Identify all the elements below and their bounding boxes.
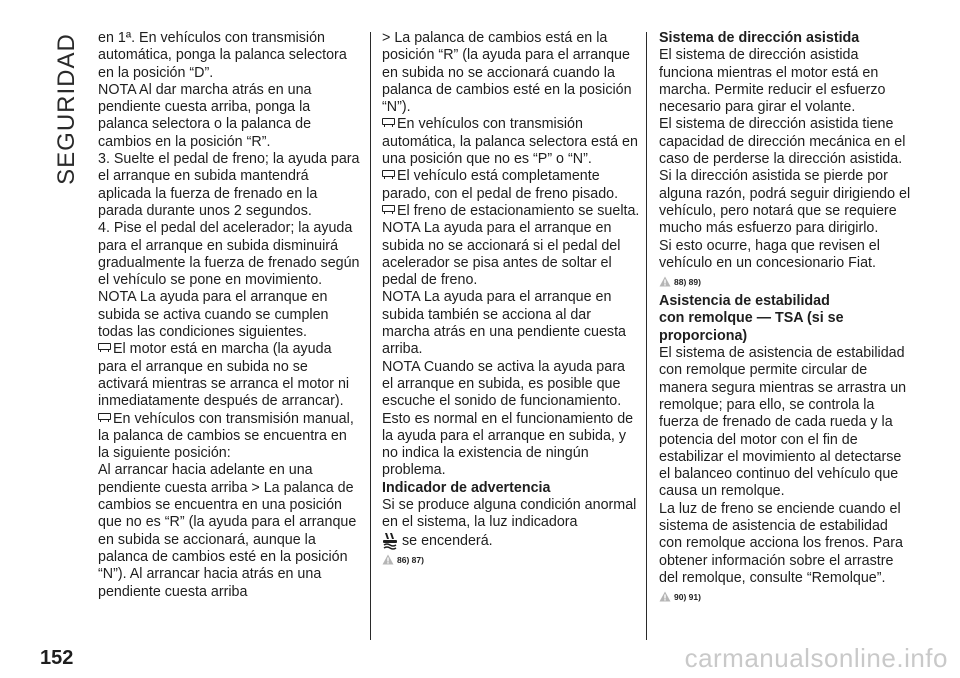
paragraph: La luz de freno se enciende cuando el sistema de asistencia de estabilidad con remolque acciona los frenos. Para obtener información sobre el arrastre del remolque, consulte “Remolque”. [659,500,903,586]
section-heading: Indicador de advertencia [382,479,551,496]
bullet-item: En vehículos con transmisión automática, la palanca selectora está en una posición que no es “P” o “N”. [382,116,638,168]
note-paragraph: NOTA La ayuda para el arranque en subida también se acciona al dar marcha atrás en una pendiente cuesta arriba. [382,289,627,358]
column-divider [370,32,371,640]
bullet-item: En vehículos con transmisión manual, la palanca de cambios se encuentra en la siguiente posición: [98,410,354,462]
bullet-icon [382,205,394,214]
warning-triangle-icon [659,591,671,602]
note-paragraph: NOTA La ayuda para el arranque en subida se activa cuando se cumplen todas las condiciones siguientes. [98,289,329,341]
warning-reference: 90) 91) [659,591,914,602]
note-paragraph: NOTA Cuando se activa la ayuda para el arranque en subida, es posible que escuche el sonido de funcionamiento. Esto es normal en el funcionamiento de la ayuda para el arranque en subida, y no indica la existencia de ningún problema. [382,358,634,479]
bullet-item: El vehículo está completamente parado, con el pedal de freno pisado. [382,168,619,202]
paragraph: Al arrancar hacia adelante en una pendiente cuesta arriba > La palanca de cambios se encuentra en una posición que no es “R” (la ayuda para el arranque en subida se accionará, aunque la palanca de cambios esté en la posición “N”). Al arrancar hacia atrás en una pendiente cuesta arriba [98,462,357,600]
warning-triangle-icon [382,554,394,565]
section-heading: Asistencia de estabilidad con remolque — TSA (si se proporciona) [659,293,844,344]
paragraph: El sistema de dirección asistida tiene capacidad de dirección mecánica en el caso de perderse la dirección asistida. Si la dirección asistida se pierde por alguna razón, podrá seguir dirigiendo el vehículo, pero notará que se requiere mucho más esfuerzo para dirigirlo. [659,116,911,237]
bullet-item: El motor está en marcha (la ayuda para el arranque en subida no se activará mientras se arranca el motor ni inmediatamente después de arrancar). [98,341,350,410]
section-heading: Sistema de dirección asistida [659,30,860,46]
watermark: carmanualsonline.info [684,643,948,673]
bullet-icon [382,118,394,127]
warning-reference: 88) 89) [659,276,914,287]
tsa-warning-lamp-icon [382,532,398,550]
paragraph: El sistema de dirección asistida funciona mientras el motor está en marcha. Permite reducir el esfuerzo necesario para girar el volante. [659,47,886,116]
note-paragraph: NOTA Al dar marcha atrás en una pendiente cuesta arriba, ponga la palanca selectora o la palanca de cambios en la posición “R”. [98,81,312,150]
step-paragraph: 3. Suelte el pedal de freno; la ayuda para el arranque en subida mantendrá aplicada la fuerza de frenado en la parada durante unos 2 segundos. [98,151,360,219]
column-divider [646,32,647,640]
paragraph: > La palanca de cambios está en la posición “R” (la ayuda para el arranque en subida no se accionará cuando la palanca de cambios esté en la posición “N”). [382,30,632,116]
paragraph: Si se produce alguna condición anormal en el sistema, la luz indicadora [382,497,637,531]
section-label: SEGURIDAD [53,33,80,185]
paragraph: El sistema de asistencia de estabilidad con remolque permite circular de manera segura mientras se arrastra un remolque; para ello, se controla la fuerza de frenado de cada rueda y la potencia del motor con el fin de estabilizar el movimiento al detectarse el balanceo continuo del vehículo que causa un remolque. [659,345,907,500]
bullet-icon [98,343,110,352]
note-paragraph: NOTA La ayuda para el arranque en subida no se accionará si el pedal del acelerador se pisa antes de soltar el pedal de freno. [382,220,621,289]
bullet-icon [382,170,394,179]
step-paragraph: 4. Pise el pedal del acelerador; la ayuda para el arranque en subida disminuirá gradualmente la fuerza de frenado según el vehículo se pone en movimiento. [98,220,360,289]
text-column-1 [98,30,360,601]
page-number: 152 [40,647,74,669]
paragraph: se encenderá. [382,532,640,550]
text-column-2 [382,30,640,571]
paragraph: en 1ª. En vehículos con transmisión automática, ponga la palanca selectora en la posición “D”. [98,30,347,81]
bullet-item: El freno de estacionamiento se suelta. [382,203,640,220]
warning-reference: 86) 87) [382,554,640,565]
bullet-icon [98,413,110,422]
paragraph: Si esto ocurre, haga que revisen el vehículo en un concesionario Fiat. [659,237,880,271]
warning-triangle-icon [659,276,671,287]
text-column-3 [659,30,914,608]
